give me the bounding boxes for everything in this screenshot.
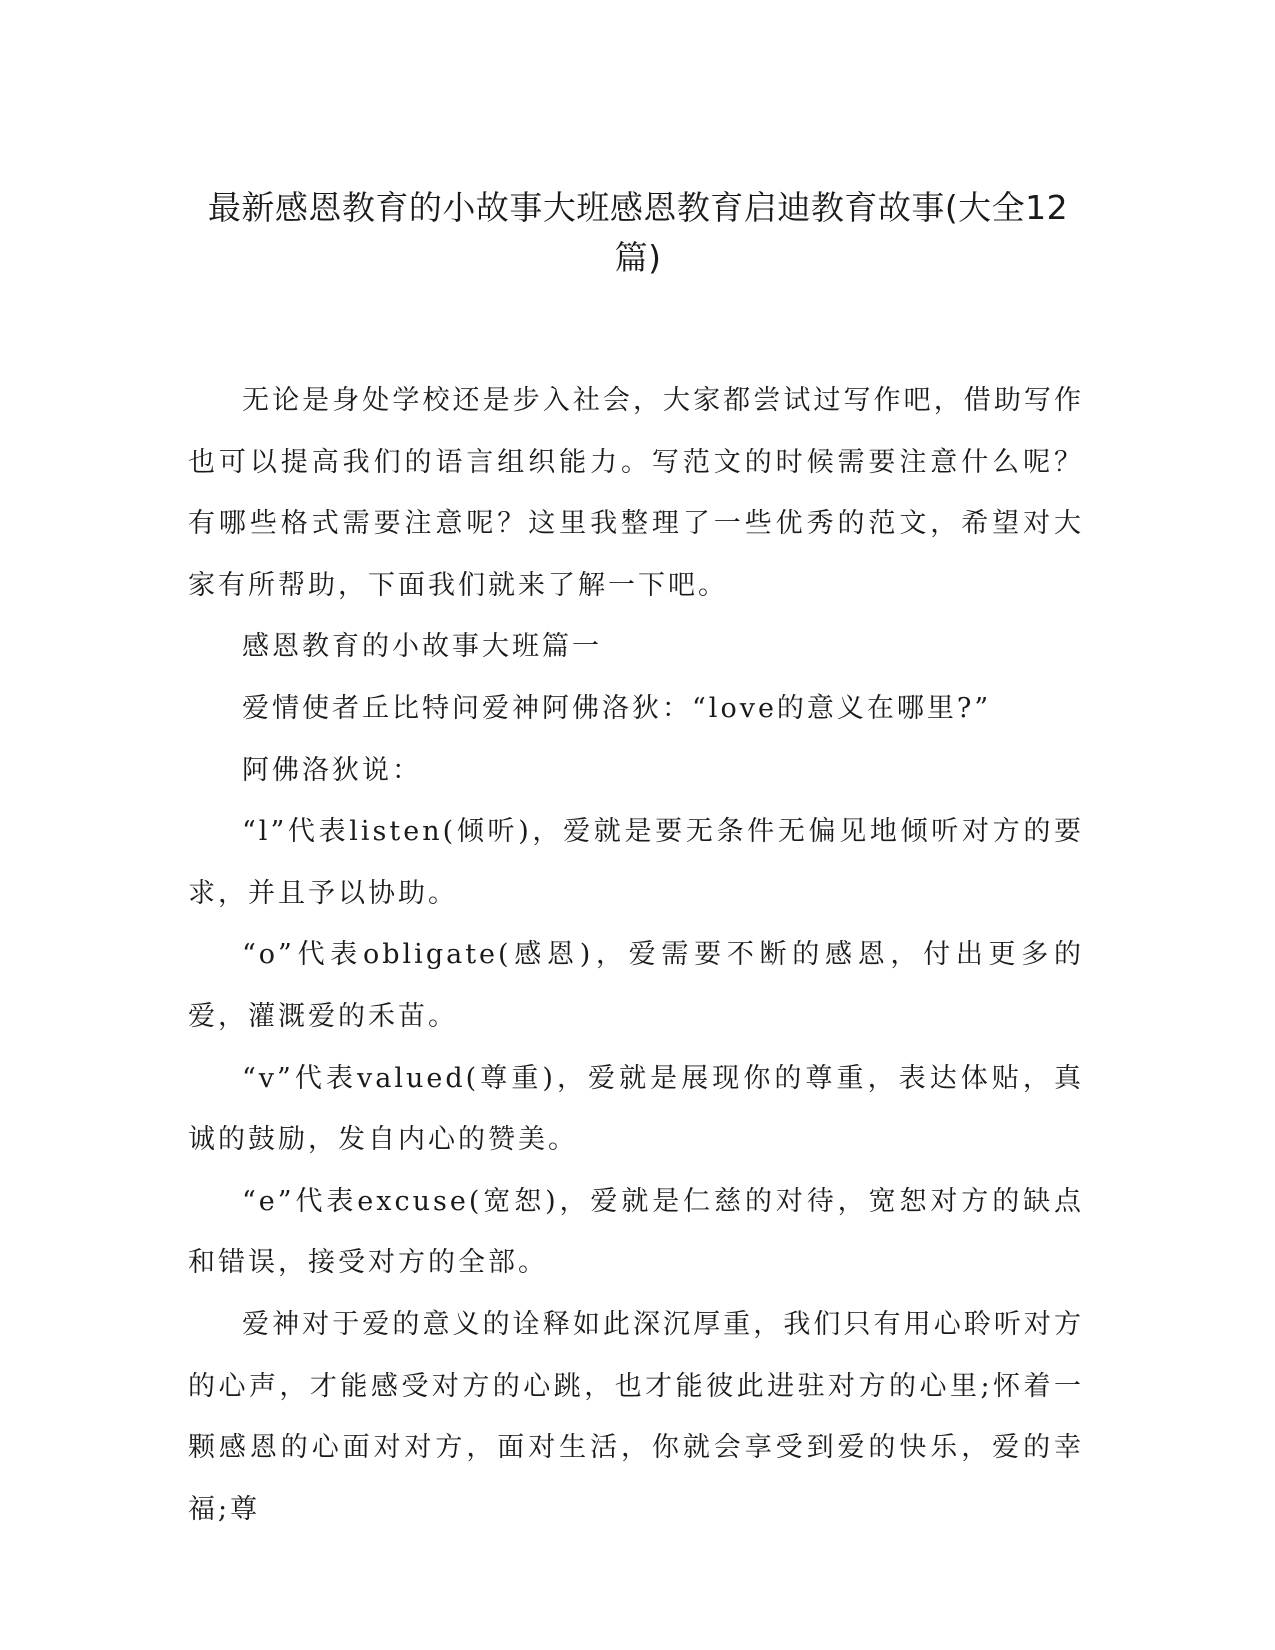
intro-paragraph: 无论是身处学校还是步入社会，大家都尝试过写作吧，借助写作也可以提高我们的语言组织能力。写范文的时候需要注意什么呢？有哪些格式需要注意呢？这里我整理了一些优秀的范文，希望对大家有所帮助，下面我们就来了解一下吧。: [188, 385, 1084, 601]
body-paragraph: “e”代表excuse(宽恕)，爱就是仁慈的对待，宽恕对方的缺点和错误，接受对方的全部。: [188, 1185, 1084, 1279]
section-heading: 感恩教育的小故事大班篇一: [242, 631, 602, 663]
body-paragraph: 阿佛洛狄说：: [242, 754, 422, 786]
body-paragraph: 爱情使者丘比特问爱神阿佛洛狄：“love的意义在哪里?”: [242, 692, 992, 724]
document-title: 最新感恩教育的小故事大班感恩教育启迪教育故事(大全12篇): [207, 188, 1069, 277]
body-paragraph: 爱神对于爱的意义的诠释如此深沉厚重，我们只有用心聆听对方的心声，才能感受对方的心跳，也才能彼此进驻对方的心里;怀着一颗感恩的心面对对方，面对生活，你就会享受到爱的快乐，爱的幸福;尊: [188, 1308, 1084, 1525]
body-paragraph: “v”代表valued(尊重)，爱就是展现你的尊重，表达体贴，真诚的鼓励，发自内心的赞美。: [188, 1062, 1084, 1156]
body-paragraph: “l”代表listen(倾听)，爱就是要无条件无偏见地倾听对方的要求，并且予以协助。: [188, 816, 1084, 909]
document-body: [188, 370, 1084, 1540]
body-paragraph: “o”代表obligate(感恩)，爱需要不断的感恩，付出更多的爱，灌溉爱的禾苗。: [188, 939, 1084, 1032]
